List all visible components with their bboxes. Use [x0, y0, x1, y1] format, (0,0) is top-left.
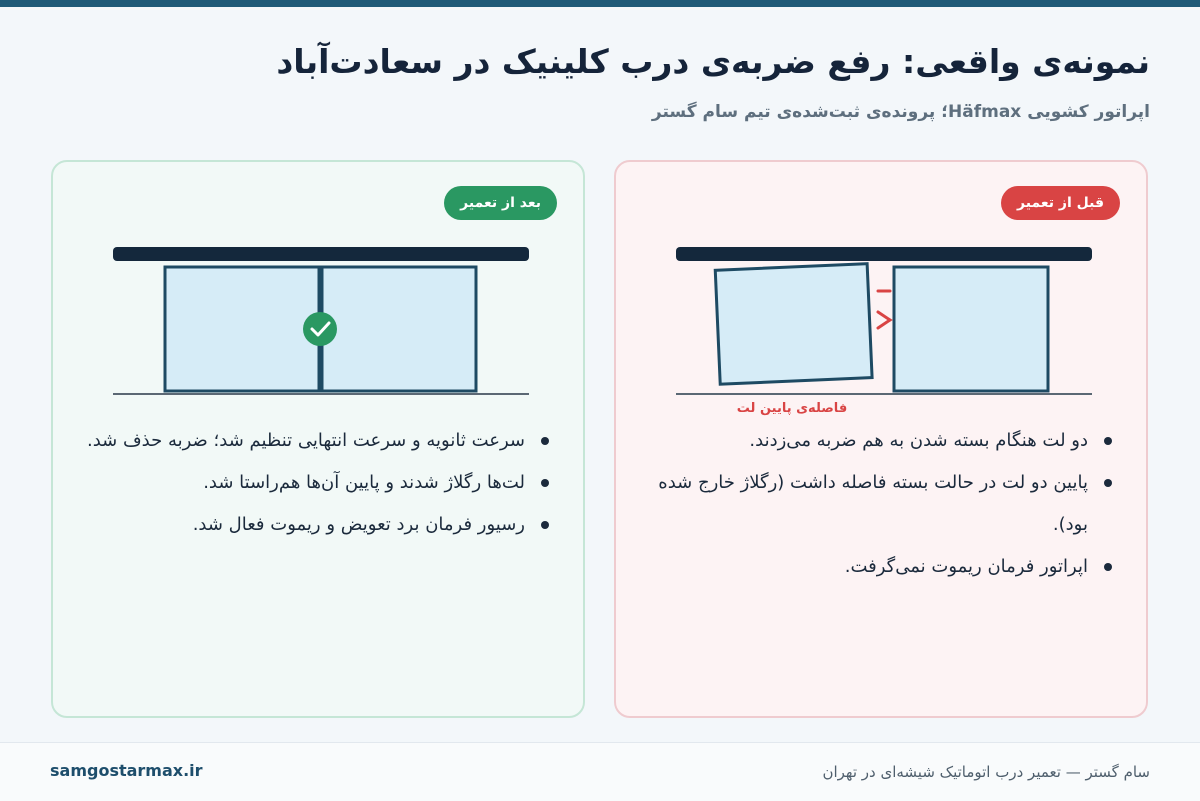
bottom-gap-label: فاصله‌ی پایین لت [736, 401, 848, 416]
after-repair-card [51, 160, 585, 718]
before-issues-list [626, 420, 1146, 588]
after-repair-badge: بعد از تعمیر [444, 186, 557, 220]
left-door-leaf-tilted [715, 264, 872, 385]
left-door-leaf [165, 267, 319, 391]
list-item: لت‌ها رگلاژ شدند و پایین آن‌ها هم‌راستا شد. [83, 462, 553, 504]
overhead-track [676, 247, 1092, 261]
page-title: نمونه‌ی واقعی: رفع ضربه‌ی درب کلینیک در سعادت‌آباد [276, 42, 1150, 81]
top-accent-bar [0, 0, 1200, 7]
list-item: رسیور فرمان برد تعویض و ریموت فعال شد. [83, 504, 553, 546]
before-door-illustration [616, 232, 1146, 422]
check-circle-icon [303, 312, 337, 346]
page-footer [0, 742, 1200, 801]
after-fixes-list [63, 420, 583, 546]
list-item: سرعت ثانویه و سرعت انتهایی تنظیم شد؛ ضربه حذف شد. [83, 420, 553, 462]
before-repair-badge: قبل از تعمیر [1001, 186, 1120, 220]
list-item: پایین دو لت در حالت بسته فاصله داشت (رگلاژ خارج شده بود). [646, 462, 1116, 546]
footer-caption: سام گستر — تعمیر درب اتوماتیک شیشه‌ای در تهران [822, 763, 1150, 781]
website-link[interactable]: samgostarmax.ir [50, 761, 203, 780]
before-repair-card [614, 160, 1148, 718]
list-item: دو لت هنگام بسته شدن به هم ضربه می‌زدند. [646, 420, 1116, 462]
right-door-leaf [322, 267, 476, 391]
overhead-track [113, 247, 529, 261]
list-item: اپراتور فرمان ریموت نمی‌گرفت. [646, 546, 1116, 588]
impact-mark-icon [878, 291, 890, 328]
after-door-illustration [53, 232, 583, 422]
right-door-leaf [894, 267, 1048, 391]
page-subtitle: اپراتور کشویی Häfmax؛ پرونده‌ی ثبت‌شده‌ی تیم سام گستر [651, 102, 1150, 122]
page-header [50, 38, 1150, 124]
